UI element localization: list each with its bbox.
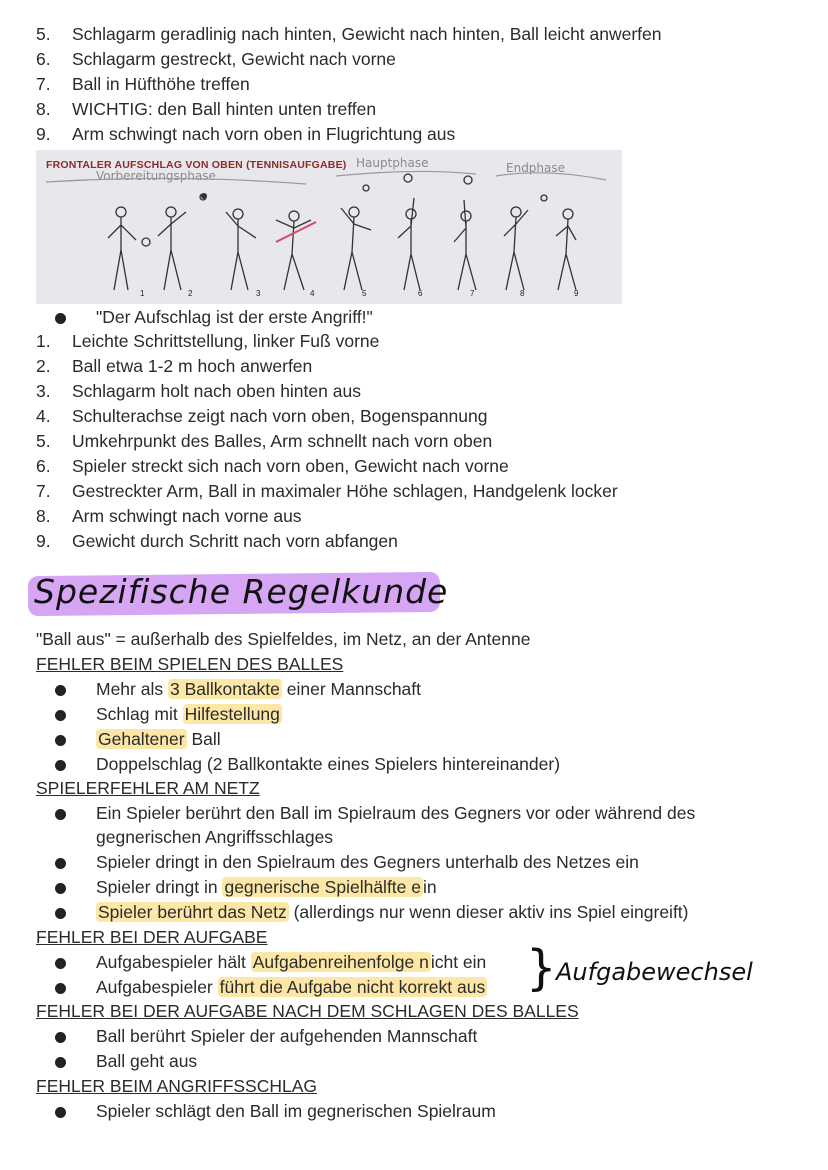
- list-text: Ball etwa 1-2 m hoch anwerfen: [72, 356, 313, 376]
- figure-subtitle: (Tennisaufgabe): [246, 159, 347, 171]
- bullet-text: Spieler berührt das Netz (allerdings nur wenn dieser aktiv ins Spiel eingreift): [98, 902, 689, 922]
- section-header: FEHLER BEIM SPIELEN DES BALLES: [36, 654, 344, 674]
- bullet-text: Spieler schlägt den Ball im gegnerischen Spielraum: [96, 1101, 496, 1121]
- bullet-text: Spieler dringt in den Spielraum des Gegners unterhalb des Netzes ein: [96, 852, 639, 872]
- serve-sequence-drawing: [36, 150, 622, 304]
- list-text: Schlagarm gestreckt, Gewicht nach vorne: [72, 49, 396, 69]
- list-text: Schulterachse zeigt nach vorn oben, Bogenspannung: [72, 406, 488, 426]
- frame-number: 3: [256, 289, 261, 298]
- bullet-text: Spieler dringt in gegnerische Spielhälfte e in: [96, 877, 437, 897]
- frame-number: 9: [574, 289, 579, 298]
- bullet-icon: [55, 983, 66, 994]
- bullet-icon: [55, 809, 66, 820]
- list-text: Arm schwingt nach vorne aus: [72, 506, 302, 526]
- bullet-icon: [55, 908, 66, 919]
- highlighted-text: Spieler berührt das Netz: [98, 902, 287, 922]
- section-header: FEHLER BEI DER AUFGABE: [36, 927, 268, 947]
- bullet-icon: [55, 685, 66, 696]
- frame-number: 4: [310, 289, 315, 298]
- bullet-text: Ein Spieler berührt den Ball im Spielraum des Gegners vor oder während des: [96, 803, 696, 823]
- section-header: SPIELERFEHLER AM NETZ: [36, 778, 260, 798]
- list-number: 1.: [36, 331, 51, 351]
- bullet-icon: [55, 760, 66, 771]
- highlighted-text: Aufgabenreihenfolge n: [252, 952, 429, 972]
- figure-title: Frontaler Aufschlag von oben: [46, 159, 243, 171]
- list-number: 4.: [36, 406, 51, 426]
- bullet-icon: [55, 858, 66, 869]
- list-number: 6.: [36, 456, 51, 476]
- list-text: Schlagarm holt nach oben hinten aus: [72, 381, 361, 401]
- ball-aus-definition: "Ball aus" = außerhalb des Spielfeldes, im Netz, an der Antenne: [36, 629, 531, 649]
- bullet-text: Aufgabespieler führt die Aufgabe nicht korrekt aus: [96, 977, 486, 997]
- bullet-text: Mehr als 3 Ballkontakte einer Mannschaft: [96, 679, 422, 699]
- list-number: 8.: [36, 99, 51, 119]
- highlighted-text: 3 Ballkontakte: [169, 679, 280, 699]
- quote-text: "Der Aufschlag ist der erste Angriff!": [96, 307, 373, 327]
- bullet-text: Aufgabespieler hält Aufgabenreihenfolge n icht ein: [96, 952, 487, 972]
- phase-label-preparation: Vorbereitungsphase: [96, 169, 216, 183]
- frame-number: 5: [362, 289, 367, 298]
- list-text: Umkehrpunkt des Balles, Arm schnellt nach vorn oben: [72, 431, 493, 451]
- frame-number: 6: [418, 289, 423, 298]
- highlighted-text: Hilfestellung: [184, 704, 280, 724]
- list-number: 3.: [36, 381, 51, 401]
- bullet-icon: [55, 1032, 66, 1043]
- section-title: Spezifische Regelkunde: [34, 572, 449, 611]
- list-text: Spieler streckt sich nach vorn oben, Gewicht nach vorne: [72, 456, 509, 476]
- list-text: Gewicht durch Schritt nach vorn abfangen: [72, 531, 398, 551]
- bullet-icon: [55, 735, 66, 746]
- list-text: WICHTIG: den Ball hinten unten treffen: [72, 99, 377, 119]
- list-number: 8.: [36, 506, 51, 526]
- list-number: 9.: [36, 124, 51, 144]
- section-header: FEHLER BEIM ANGRIFFSSCHLAG: [36, 1076, 318, 1096]
- bullet-text: Ball berührt Spieler der aufgehenden Mannschaft: [96, 1026, 478, 1046]
- bullet-icon: [55, 883, 66, 894]
- list-text: Ball in Hüfthöhe treffen: [72, 74, 250, 94]
- highlighted-text: gegnerische Spielhälfte e: [224, 877, 421, 897]
- frame-number: 7: [470, 289, 475, 298]
- bullet-icon: [55, 958, 66, 969]
- list-number: 7.: [36, 74, 51, 94]
- list-number: 5.: [36, 431, 51, 451]
- bullet-icon: [55, 1107, 66, 1118]
- list-text: Leichte Schrittstellung, linker Fuß vorne: [72, 331, 380, 351]
- list-number: 6.: [36, 49, 51, 69]
- frame-number: 2: [188, 289, 193, 298]
- list-number: 7.: [36, 481, 51, 501]
- section-header: FEHLER BEI DER AUFGABE NACH DEM SCHLAGEN DES BALLES: [36, 1001, 579, 1021]
- bullet-text: Ball geht aus: [96, 1051, 198, 1071]
- list-number: 5.: [36, 24, 51, 44]
- bullet-text: Gehaltener Ball: [98, 729, 221, 749]
- phase-label-main: Hauptphase: [356, 156, 429, 170]
- highlighted-text: führt die Aufgabe nicht korrekt aus: [219, 977, 486, 997]
- list-text: Gestreckter Arm, Ball in maximaler Höhe schlagen, Handgelenk locker: [72, 481, 618, 501]
- bullet-text: gegnerischen Angriffsschlages: [96, 827, 334, 847]
- list-number: 2.: [36, 356, 51, 376]
- list-text: Arm schwingt nach vorn oben in Flugrichtung aus: [72, 124, 456, 144]
- bullet-text: Schlag mit Hilfestellung: [96, 704, 280, 724]
- list-number: 9.: [36, 531, 51, 551]
- bullet-text: Doppelschlag (2 Ballkontakte eines Spielers hintereinander): [96, 754, 561, 774]
- bullet-icon: [55, 313, 66, 324]
- highlighted-text: Gehaltener: [98, 729, 185, 749]
- list-text: Schlagarm geradlinig nach hinten, Gewicht nach hinten, Ball leicht anwerfen: [72, 24, 662, 44]
- serve-sequence-figure: [36, 150, 622, 304]
- handwritten-note: Aufgabewechsel: [556, 958, 753, 986]
- phase-label-end: Endphase: [506, 161, 566, 175]
- frame-number: 1: [140, 289, 145, 298]
- bullet-icon: [55, 710, 66, 721]
- frame-number: 8: [520, 289, 525, 298]
- bullet-icon: [55, 1057, 66, 1068]
- curly-brace-mark: }: [526, 940, 557, 996]
